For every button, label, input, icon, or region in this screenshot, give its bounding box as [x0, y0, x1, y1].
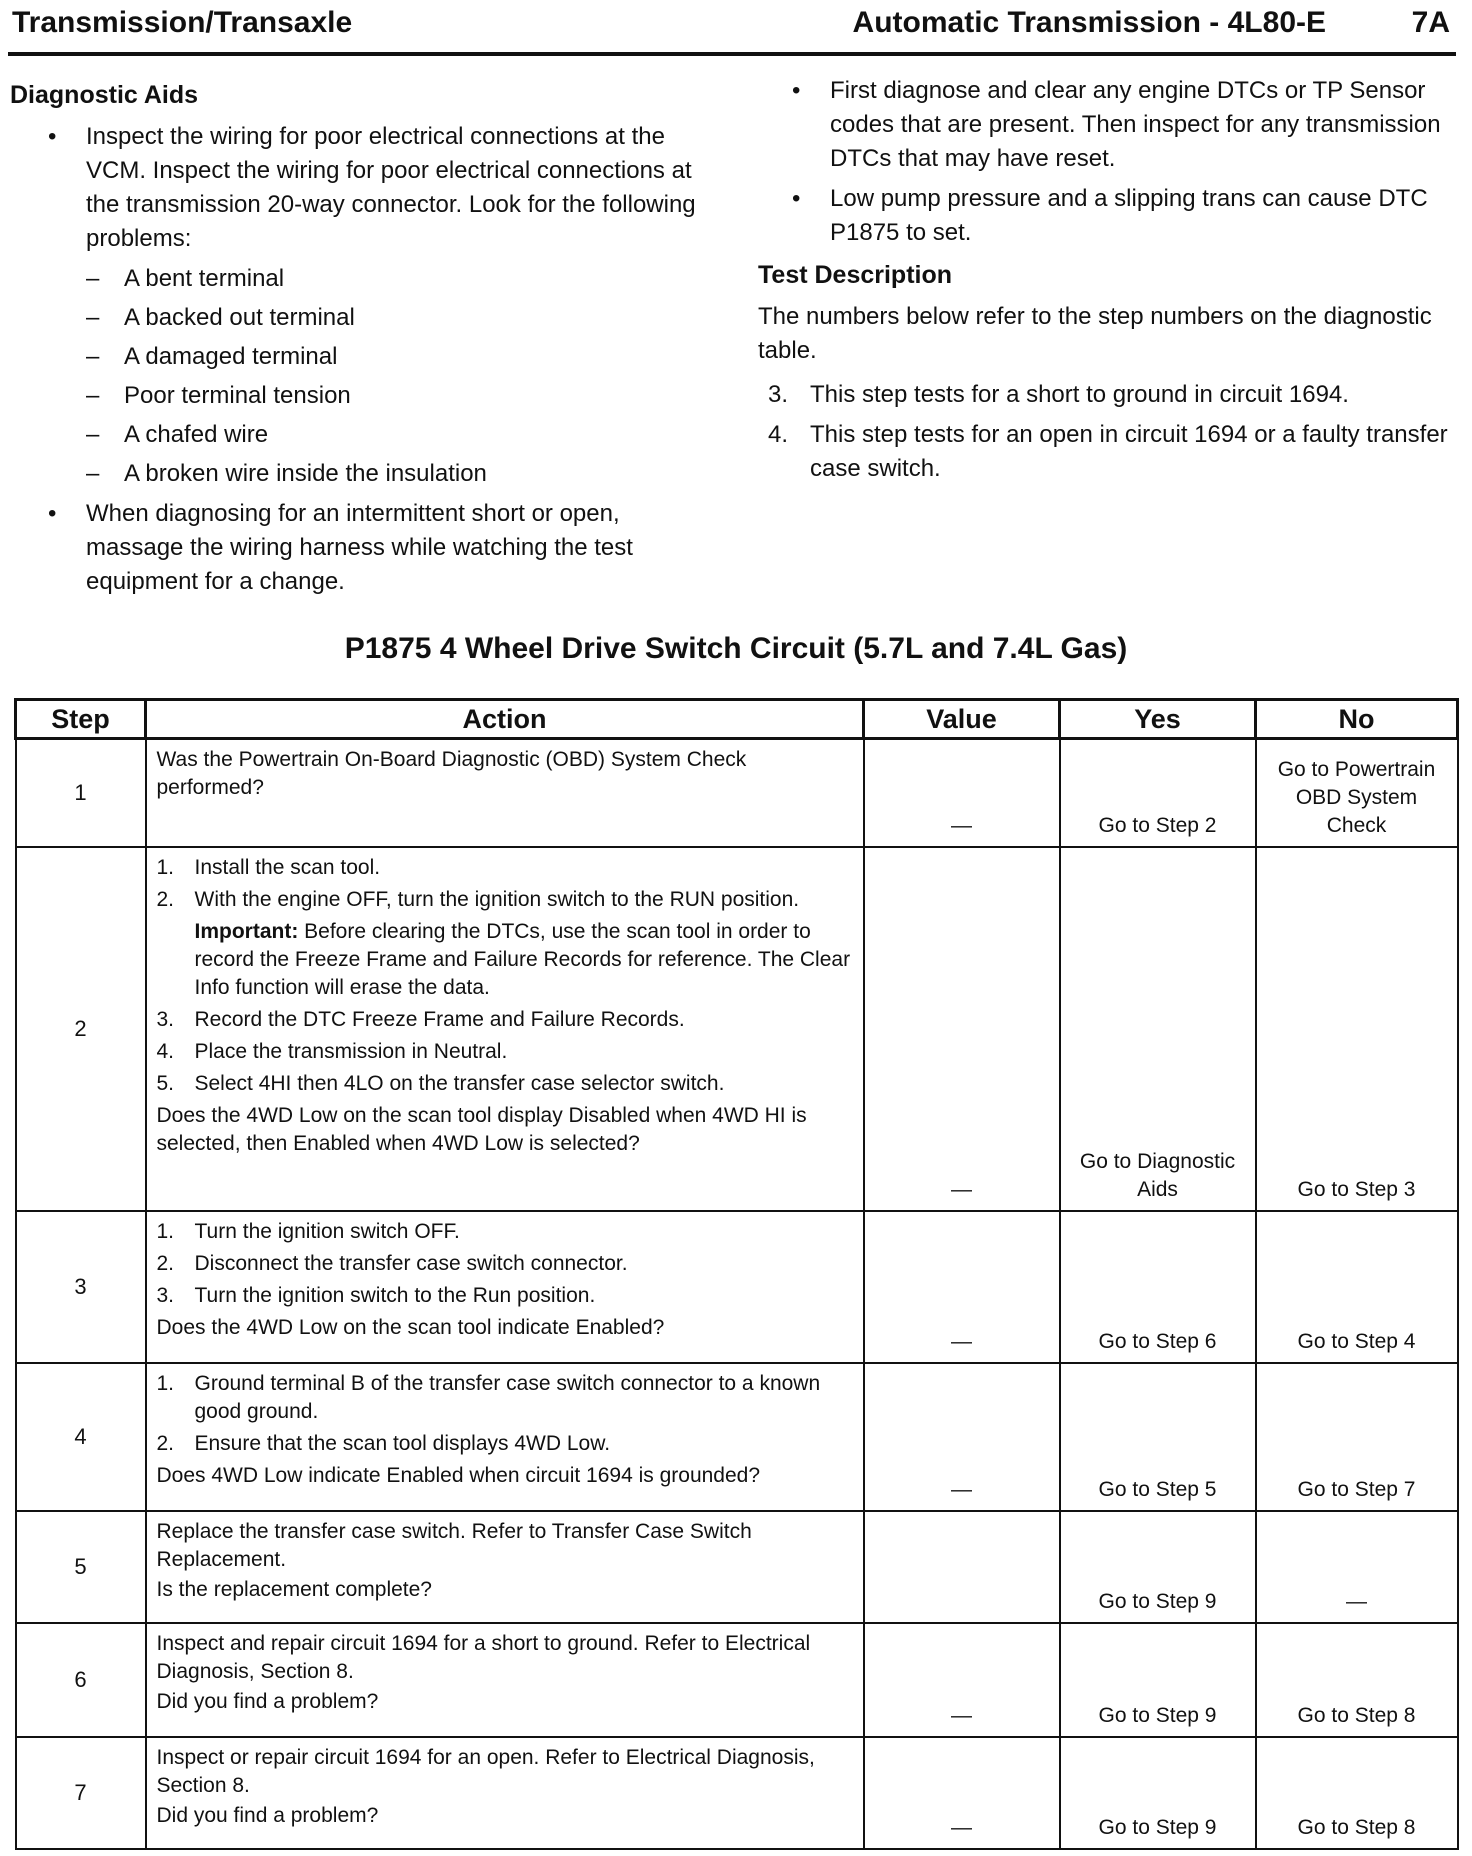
- step-number: 6: [16, 1623, 146, 1737]
- step-value: —: [864, 1623, 1060, 1737]
- bullet-icon: •: [48, 500, 57, 527]
- step-yes: Go to Step 2: [1060, 739, 1256, 847]
- page-header: [8, 0, 1456, 56]
- step-number: 4: [16, 1363, 146, 1511]
- header-chapter: Transmission/Transaxle: [12, 6, 353, 39]
- header-section: 7A: [1411, 6, 1450, 39]
- step-yes: Go to Step 9: [1060, 1511, 1256, 1623]
- list-item: – A broken wire inside the insulation: [86, 457, 710, 491]
- list-item: [758, 74, 1458, 176]
- step-yes: Go to Step 9: [1060, 1623, 1256, 1737]
- step-value: —: [864, 1363, 1060, 1511]
- step-action: 1. Turn the ignition switch OFF. 2. Disconnect the transfer case switch connector. 3. Turn the ignition switch to the Run position. Does the 4WD Low on the scan tool indicate Enabled?: [146, 1211, 864, 1363]
- step-question: Did you find a problem?: [156, 1803, 379, 1827]
- header-title: Automatic Transmission - 4L80-E: [852, 6, 1326, 39]
- list-item: 4. This step tests for an open in circuit 1694 or a faulty transfer case switch.: [768, 421, 1448, 482]
- test-description-heading: Test Description: [758, 261, 953, 289]
- dash-icon: –: [86, 304, 100, 331]
- step-action: Inspect or repair circuit 1694 for an open. Refer to Electrical Diagnosis, Section 8. Did you find a problem?: [146, 1737, 864, 1849]
- bullet-text: Inspect the wiring for poor electrical connections at the VCM. Inspect the wiring for poor electrical connections at the transmission 20-way connector. Look for the following problems:: [86, 123, 696, 252]
- bullet-text: When diagnosing for an intermittent short or open, massage the wiring harness while watching the test equipment for a change.: [86, 500, 633, 595]
- step-action: 1. Install the scan tool. 2. With the engine OFF, turn the ignition switch to the RUN position. Important: Before clearing the DTCs, use the scan tool in order to record the Freeze Frame and Failure Records for reference. The Clear Info function will erase the data. 3. Record the DTC Freeze Frame and Failure Records. 4. Place the transmission in Neutral. 5. Select 4HI then 4LO on the transfer case selector switch. Does the 4WD Low on the scan tool display Disabled when 4WD HI is selected, then Enabled when 4WD Low is selected?: [146, 847, 864, 1211]
- step-yes: Go to Diagnostic Aids: [1060, 847, 1256, 1211]
- bullet-text: Low pump pressure and a slipping trans can cause DTC P1875 to set.: [830, 185, 1428, 246]
- table-row: [16, 739, 1458, 847]
- step-yes: Go to Step 6: [1060, 1211, 1256, 1363]
- important-note: Important: Before clearing the DTCs, use the scan tool in order to record the Freeze Frame and Failure Records for reference. The Clear Info function will erase the data.: [194, 919, 851, 999]
- step-question: Does 4WD Low indicate Enabled when circuit 1694 is grounded?: [156, 1463, 761, 1487]
- header-no: No: [1256, 700, 1458, 739]
- step-no: Go to Step 8: [1256, 1737, 1458, 1849]
- step-number: 2: [16, 847, 146, 1211]
- bullet-icon: •: [792, 185, 801, 212]
- list-item: [758, 182, 1458, 250]
- header-value: Value: [864, 700, 1060, 739]
- test-description-intro: The numbers below refer to the step numbers on the diagnostic table.: [758, 303, 1432, 364]
- step-question: Does the 4WD Low on the scan tool display Disabled when 4WD HI is selected, then Enabled when 4WD Low is selected?: [156, 1103, 807, 1155]
- step-value: [864, 1511, 1060, 1623]
- step-action: Replace the transfer case switch. Refer to Transfer Case Switch Replacement. Is the replacement complete?: [146, 1511, 864, 1623]
- step-yes: Go to Step 9: [1060, 1737, 1256, 1849]
- dash-icon: –: [86, 382, 100, 409]
- diagnostic-aids-column: [10, 78, 710, 605]
- list-item: – Poor terminal tension: [86, 379, 710, 413]
- list-item: [10, 497, 710, 599]
- step-number: 3: [16, 1211, 146, 1363]
- table-header-row: [16, 700, 1458, 739]
- list-item: – A chafed wire: [86, 418, 710, 452]
- bullet-text: First diagnose and clear any engine DTCs or TP Sensor codes that are present. Then inspect for any transmission DTCs that may have reset.: [830, 77, 1441, 172]
- step-number: 5: [16, 1511, 146, 1623]
- dash-icon: –: [86, 343, 100, 370]
- table-row: [16, 1511, 1458, 1623]
- test-description-list: [758, 378, 1458, 486]
- step-no: Go to Step 8: [1256, 1623, 1458, 1737]
- list-item: 3. This step tests for a short to ground in circuit 1694.: [768, 381, 1349, 408]
- header-step: Step: [16, 700, 146, 739]
- step-yes: Go to Step 5: [1060, 1363, 1256, 1511]
- step-action: Was the Powertrain On-Board Diagnostic (OBD) System Check performed?: [146, 739, 864, 847]
- table-row: [16, 1623, 1458, 1737]
- list-item: – A damaged terminal: [86, 340, 710, 374]
- header-action: Action: [146, 700, 864, 739]
- right-column: [758, 74, 1458, 492]
- dash-icon: –: [86, 421, 100, 448]
- step-value: —: [864, 1737, 1060, 1849]
- step-no: Go to Step 3: [1256, 847, 1458, 1211]
- step-number: 7: [16, 1737, 146, 1849]
- table-row: [16, 1211, 1458, 1363]
- table-row: [16, 847, 1458, 1211]
- step-no: —: [1256, 1511, 1458, 1623]
- bullet-icon: •: [48, 123, 57, 150]
- step-value: —: [864, 1211, 1060, 1363]
- problem-list: [86, 262, 710, 491]
- step-no: Go to Powertrain OBD System Check: [1256, 739, 1458, 847]
- bullet-icon: •: [792, 77, 801, 104]
- step-number: 1: [16, 739, 146, 847]
- step-value: —: [864, 847, 1060, 1211]
- table-row: [16, 1737, 1458, 1849]
- step-value: —: [864, 739, 1060, 847]
- diagnostic-aids-list: [10, 120, 710, 599]
- step-action: Inspect and repair circuit 1694 for a short to ground. Refer to Electrical Diagnosis, Section 8. Did you find a problem?: [146, 1623, 864, 1737]
- diagnostic-aids-continued: [758, 74, 1458, 250]
- list-item: – A backed out terminal: [86, 301, 710, 335]
- dash-icon: –: [86, 460, 100, 487]
- step-no: Go to Step 7: [1256, 1363, 1458, 1511]
- header-yes: Yes: [1060, 700, 1256, 739]
- table-row: [16, 1363, 1458, 1511]
- list-item: [10, 120, 710, 491]
- list-item: – A bent terminal: [86, 262, 710, 296]
- step-question: Did you find a problem?: [156, 1689, 379, 1713]
- table-title: P1875 4 Wheel Drive Switch Circuit (5.7L and 7.4L Gas): [344, 632, 1128, 665]
- step-action: 1. Ground terminal B of the transfer case switch connector to a known good ground. 2. Ensure that the scan tool displays 4WD Low. Does 4WD Low indicate Enabled when circuit 1694 is grounded?: [146, 1363, 864, 1511]
- step-question: Does the 4WD Low on the scan tool indicate Enabled?: [156, 1315, 665, 1339]
- step-question: Is the replacement complete?: [156, 1577, 432, 1601]
- diagnostic-aids-heading: Diagnostic Aids: [10, 81, 198, 109]
- diagnostic-table: [14, 698, 1459, 1850]
- step-no: Go to Step 4: [1256, 1211, 1458, 1363]
- dash-icon: –: [86, 265, 100, 292]
